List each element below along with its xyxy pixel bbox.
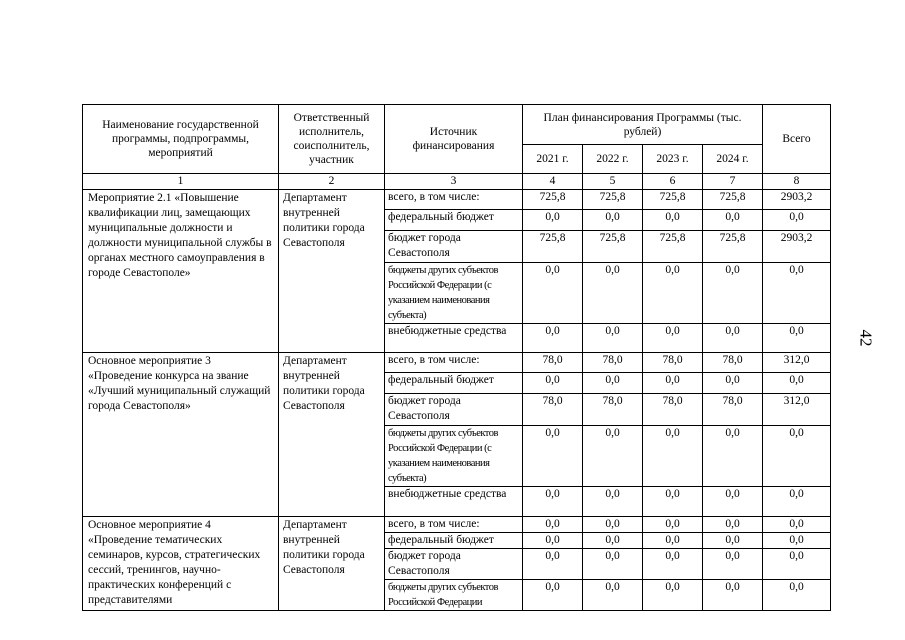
value-cell: 0,0 [763,533,831,549]
header-year: 2024 г. [703,145,763,174]
header-year: 2022 г. [583,145,643,174]
source-label: всего, в том числе: [385,517,523,533]
measure-responsible: Департамент внутренней политики города Севастополя [279,353,385,517]
source-label: федеральный бюджет [385,533,523,549]
value-cell: 0,0 [763,487,831,517]
source-label: всего, в том числе: [385,190,523,210]
measure-name: Мероприятие 2.1 «Повышение квалификации лиц, замещающих муниципальные должности и должности муниципальной службы в органах местного самоуправления в городе Севастополе» [83,190,279,353]
value-cell: 0,0 [703,373,763,394]
column-number: 7 [703,174,763,190]
header-source: Источник финансирования [385,105,523,174]
value-cell: 78,0 [583,394,643,426]
value-cell: 0,0 [583,373,643,394]
source-label-text: бюджеты других субъектов Российской Федерации [388,582,498,608]
source-label-text: бюджеты других субъектов Российской Федерации (с указанием наименования субъекта) [388,265,498,321]
value-cell: 312,0 [763,353,831,373]
column-number: 4 [523,174,583,190]
value-cell: 725,8 [643,231,703,263]
value-cell: 2903,2 [763,190,831,210]
value-cell: 0,0 [583,210,643,231]
value-cell: 725,8 [643,190,703,210]
column-number: 8 [763,174,831,190]
value-cell: 0,0 [703,487,763,517]
source-label: бюджет города Севастополя [385,394,523,426]
value-cell: 78,0 [643,353,703,373]
value-cell: 2903,2 [763,231,831,263]
value-cell: 725,8 [523,231,583,263]
value-cell: 0,0 [583,426,643,487]
value-cell: 0,0 [523,373,583,394]
table-row [83,353,831,373]
value-cell: 0,0 [523,487,583,517]
value-cell: 0,0 [523,517,583,533]
value-cell: 0,0 [763,580,831,611]
value-cell: 78,0 [583,353,643,373]
value-cell: 0,0 [763,517,831,533]
value-cell: 0,0 [583,487,643,517]
value-cell: 725,8 [583,190,643,210]
value-cell: 312,0 [763,394,831,426]
value-cell: 0,0 [523,324,583,353]
value-cell: 0,0 [643,487,703,517]
value-cell: 0,0 [703,580,763,611]
source-label: всего, в том числе: [385,353,523,373]
value-cell: 78,0 [523,394,583,426]
value-cell: 0,0 [763,426,831,487]
column-numbers-row [83,174,831,190]
measure-responsible: Департамент внутренней политики города Севастополя [279,517,385,611]
column-number: 5 [583,174,643,190]
value-cell: 78,0 [703,394,763,426]
value-cell: 725,8 [703,231,763,263]
value-cell: 0,0 [523,580,583,611]
value-cell: 0,0 [703,324,763,353]
value-cell: 0,0 [703,210,763,231]
value-cell: 0,0 [703,549,763,580]
column-number: 1 [83,174,279,190]
value-cell: 0,0 [703,263,763,324]
value-cell: 0,0 [583,533,643,549]
header-row [83,105,831,145]
value-cell: 78,0 [643,394,703,426]
source-label [385,426,523,487]
header-total: Всего [763,105,831,174]
value-cell: 78,0 [523,353,583,373]
measure-name: Основное мероприятие 4 «Проведение тематических семинаров, курсов, стратегических сессий, тренингов, научно-практических конференций с представителями [83,517,279,611]
value-cell: 0,0 [703,426,763,487]
header-year: 2023 г. [643,145,703,174]
column-number: 6 [643,174,703,190]
header-name: Наименование государственной программы, подпрограммы, мероприятий [83,105,279,174]
value-cell: 0,0 [583,324,643,353]
value-cell: 0,0 [763,263,831,324]
value-cell: 0,0 [583,549,643,580]
header-plan: План финансирования Программы (тыс. рублей) [523,105,763,145]
value-cell: 0,0 [643,549,703,580]
value-cell: 0,0 [643,373,703,394]
value-cell: 0,0 [583,263,643,324]
value-cell: 0,0 [643,517,703,533]
value-cell: 0,0 [703,533,763,549]
header-responsible: Ответственный исполнитель, соисполнитель, участник [279,105,385,174]
value-cell: 0,0 [523,263,583,324]
page-number: 42 [856,329,876,347]
value-cell: 725,8 [583,231,643,263]
source-label-text: бюджеты других субъектов Российской Федерации (с указанием наименования субъекта) [388,428,498,484]
table-row [83,517,831,533]
value-cell: 0,0 [643,324,703,353]
value-cell: 0,0 [643,263,703,324]
measure-name: Основное мероприятие 3 «Проведение конкурса на звание «Лучший муниципальный служащий города Севастополя» [83,353,279,517]
value-cell: 0,0 [763,210,831,231]
value-cell: 0,0 [523,210,583,231]
source-label: внебюджетные средства [385,487,523,517]
financing-table [82,104,831,611]
value-cell: 0,0 [643,580,703,611]
value-cell: 0,0 [523,549,583,580]
value-cell: 0,0 [583,580,643,611]
measure-responsible: Департамент внутренней политики города Севастополя [279,190,385,353]
value-cell: 0,0 [583,517,643,533]
value-cell: 78,0 [703,353,763,373]
value-cell: 0,0 [763,549,831,580]
value-cell: 0,0 [643,533,703,549]
source-label: федеральный бюджет [385,373,523,394]
source-label: внебюджетные средства [385,324,523,353]
value-cell: 725,8 [523,190,583,210]
source-label: бюджет города Севастополя [385,231,523,263]
source-label: федеральный бюджет [385,210,523,231]
value-cell: 0,0 [523,533,583,549]
source-label [385,580,523,611]
value-cell: 0,0 [523,426,583,487]
header-year: 2021 г. [523,145,583,174]
value-cell: 0,0 [763,373,831,394]
table-row [83,190,831,210]
column-number: 2 [279,174,385,190]
value-cell: 0,0 [643,210,703,231]
value-cell: 0,0 [643,426,703,487]
source-label [385,263,523,324]
value-cell: 725,8 [703,190,763,210]
column-number: 3 [385,174,523,190]
source-label: бюджет города Севастополя [385,549,523,580]
value-cell: 0,0 [763,324,831,353]
value-cell: 0,0 [703,517,763,533]
